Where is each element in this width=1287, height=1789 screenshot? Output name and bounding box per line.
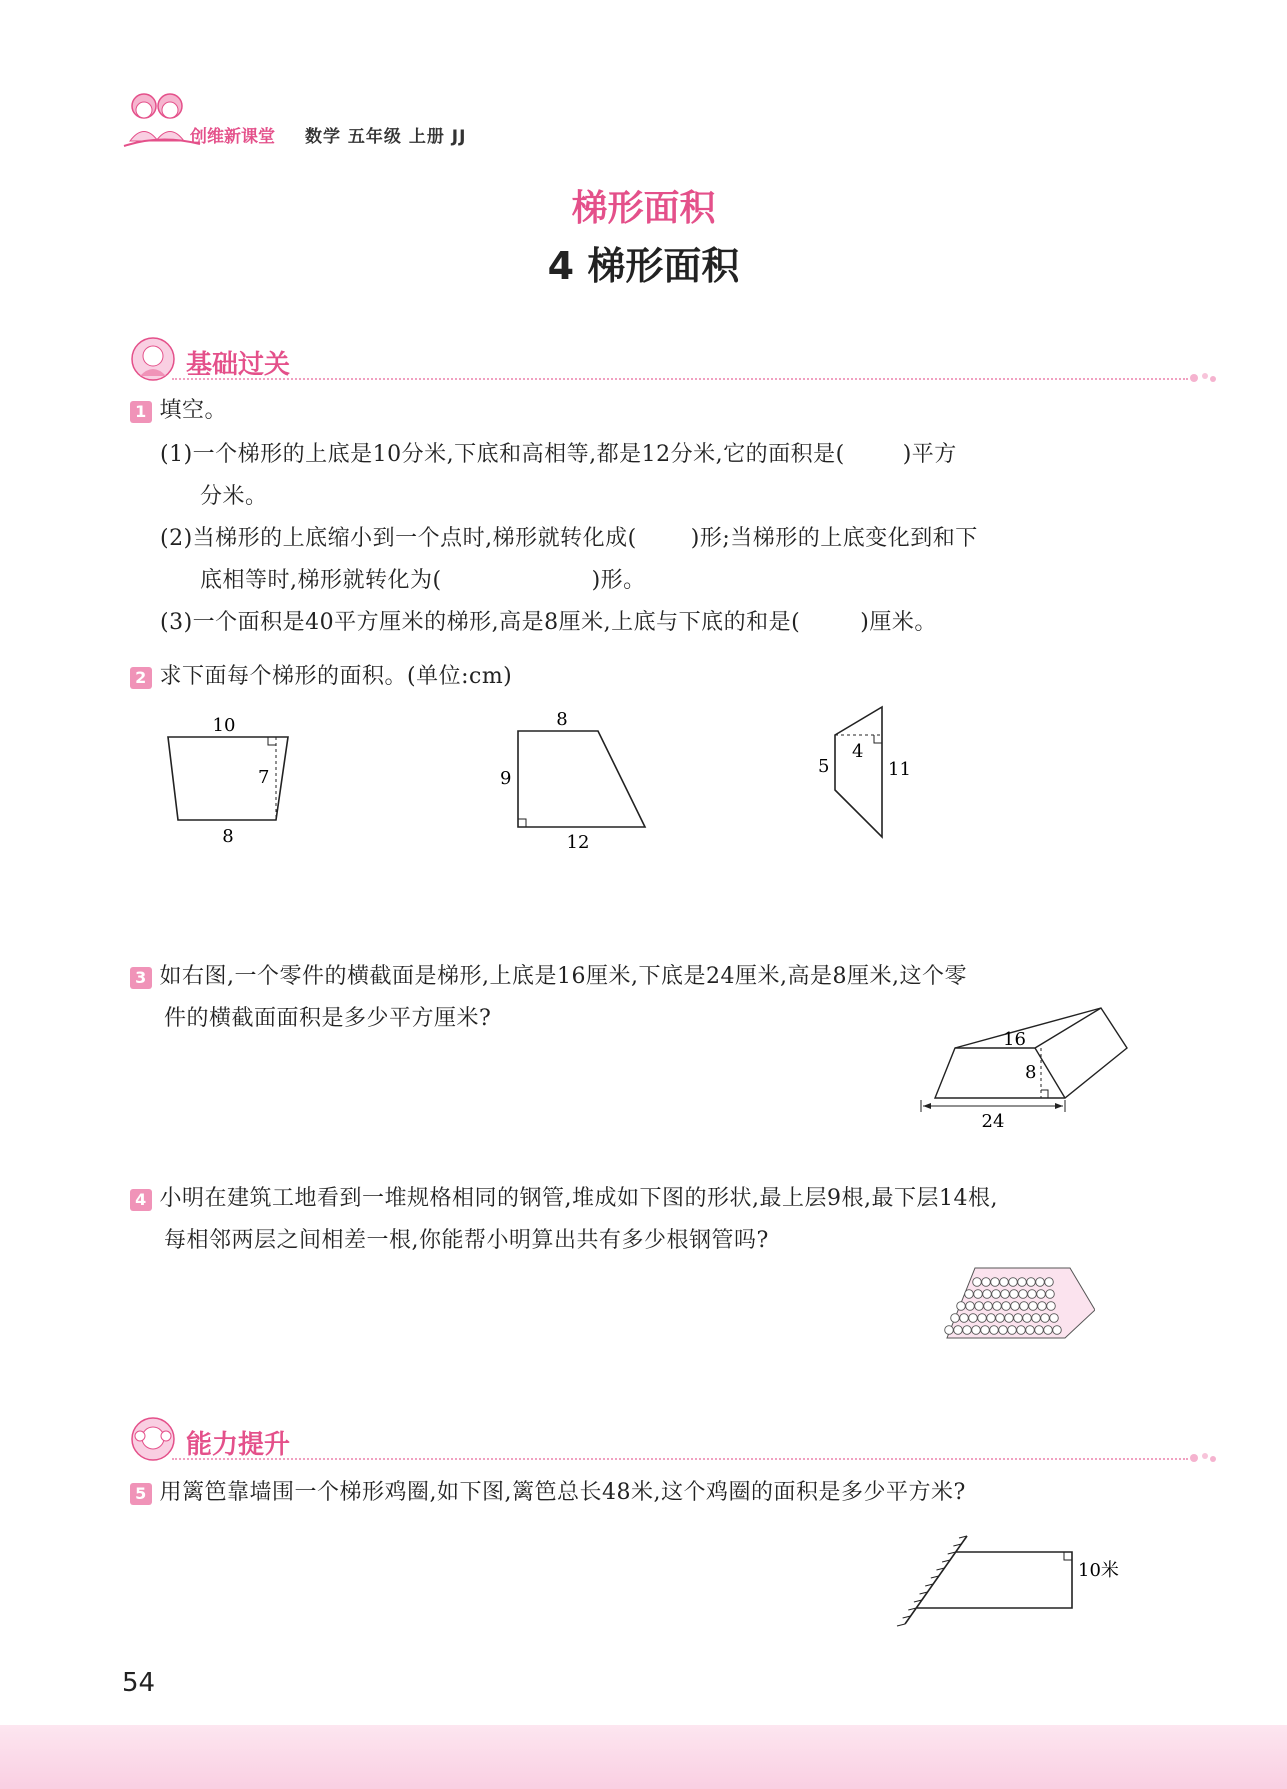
label-left: 5 — [818, 756, 830, 777]
pipe-end — [1011, 1302, 1020, 1311]
wall-line — [905, 1536, 967, 1624]
question-number: 1 — [130, 401, 152, 423]
pipe-end — [984, 1302, 993, 1311]
pipe-end — [1001, 1290, 1010, 1299]
pipe-end — [978, 1314, 987, 1323]
question-line: 如右图,一个零件的横截面是梯形,上底是16厘米,下底是24厘米,高是8厘米,这个零 — [159, 964, 967, 989]
pipe-end — [982, 1278, 991, 1287]
question-number: 5 — [130, 1483, 152, 1505]
girl-mascot-icon — [130, 336, 176, 382]
wall-hatching — [897, 1536, 967, 1626]
pipe-end — [992, 1290, 1001, 1299]
pipe-end — [990, 1326, 999, 1335]
question-4 — [130, 1178, 1130, 1220]
fence-outline — [917, 1552, 1072, 1608]
pipe-end — [969, 1314, 978, 1323]
part-text: (3)一个面积是40平方厘米的梯形,高是8厘米,上底与下底的和是( — [160, 610, 801, 635]
pipe-end — [993, 1302, 1002, 1311]
pipe-end — [1018, 1278, 1027, 1287]
question-line: 小明在建筑工地看到一堆规格相同的钢管,堆成如下图的形状,最上层9根,最下层14根, — [159, 1186, 998, 1211]
label-bottom: 12 — [566, 832, 590, 853]
label-top: 16 — [1003, 1029, 1026, 1050]
right-angle-mark — [874, 735, 882, 743]
label-height: 7 — [258, 767, 270, 788]
trapezoid-figure-1 — [150, 705, 310, 855]
right-angle-mark — [1064, 1552, 1072, 1560]
book-subject: 数学 五年级 上册 JJ — [305, 127, 467, 147]
part-outline — [935, 1008, 1127, 1098]
question-3 — [130, 956, 1130, 998]
right-angle-mark — [518, 819, 526, 827]
pipe-end — [972, 1326, 981, 1335]
section-title: 基础过关 — [186, 350, 291, 380]
trapezoid-shape — [168, 737, 288, 820]
monkey-mascot-icon — [130, 1416, 176, 1462]
pipe-end — [1014, 1314, 1023, 1323]
pipe-end — [1050, 1314, 1059, 1323]
question-2 — [130, 656, 512, 698]
pipe-end — [996, 1314, 1005, 1323]
pipe-end — [1041, 1314, 1050, 1323]
pipe-end — [975, 1302, 984, 1311]
part-cross-section-figure — [915, 1000, 1135, 1130]
pipe-end — [1010, 1290, 1019, 1299]
question-number: 4 — [130, 1189, 152, 1211]
question-stem: 填空。 — [159, 398, 228, 423]
chapter-title: 4 梯形面积 — [547, 244, 740, 288]
label-height: 4 — [852, 741, 864, 762]
part-text: )形。 — [591, 568, 646, 593]
pipe-end — [1005, 1314, 1014, 1323]
pipe-end — [1019, 1290, 1028, 1299]
part-text: (2)当梯形的上底缩小到一个点时,梯形就转化成( — [160, 526, 637, 551]
hatch-mark — [897, 1624, 905, 1626]
pipe-end — [1047, 1302, 1056, 1311]
label-bottom: 8 — [222, 826, 234, 847]
question-1 — [130, 390, 227, 432]
label-top: 8 — [556, 709, 568, 730]
part-text: )形;当梯形的上底变化到和下 — [690, 526, 978, 551]
question-number: 2 — [130, 667, 152, 689]
page-number: 54 — [122, 1668, 156, 1698]
right-angle-mark — [1041, 1090, 1048, 1098]
chicken-coop-figure — [895, 1520, 1135, 1630]
question-5 — [130, 1472, 1130, 1514]
arrow-head — [1055, 1103, 1063, 1109]
trapezoid-figure-3 — [810, 695, 920, 845]
arrow-head — [923, 1103, 931, 1109]
pipe-end — [974, 1290, 983, 1299]
label-right: 11 — [888, 759, 911, 780]
brand-name: 创维新课堂 — [190, 127, 275, 147]
pipe-end — [987, 1314, 996, 1323]
pipe-end — [1053, 1326, 1062, 1335]
pipe-end — [981, 1326, 990, 1335]
pipe-end — [991, 1278, 1000, 1287]
pipe-end — [945, 1326, 954, 1335]
question-number: 3 — [130, 967, 152, 989]
label-height: 9 — [500, 768, 512, 789]
pipe-end — [973, 1278, 982, 1287]
section-divider — [172, 378, 1188, 380]
question-stem: 求下面每个梯形的面积。(单位:cm) — [159, 664, 513, 689]
pipe-end — [1026, 1326, 1035, 1335]
pipe-end — [1017, 1326, 1026, 1335]
section-divider — [172, 1458, 1188, 1460]
pipe-end — [1028, 1290, 1037, 1299]
label-bottom: 24 — [981, 1111, 1005, 1130]
question-1-part-2 — [160, 518, 1160, 560]
trapezoid-shape — [518, 731, 645, 827]
pipe-end — [1023, 1314, 1032, 1323]
chapter-subtitle: 梯形面积 — [571, 188, 716, 229]
part-text: 底相等时,梯形就转化为( — [200, 568, 442, 593]
dots-decoration-icon — [1188, 370, 1218, 386]
section-advanced — [130, 1416, 1230, 1466]
pipe-end — [1027, 1278, 1036, 1287]
pipe-end — [1038, 1302, 1047, 1311]
pipe-end — [966, 1302, 975, 1311]
pipe-end — [951, 1314, 960, 1323]
question-1-part-3 — [160, 602, 1160, 644]
pipe-end — [983, 1290, 992, 1299]
question-1-part-1-cont: 分米。 — [200, 484, 268, 509]
pipe-end — [960, 1314, 969, 1323]
pipe-end — [1000, 1278, 1009, 1287]
right-angle-mark — [268, 737, 276, 745]
pipe-end — [1008, 1326, 1017, 1335]
label-top: 10 — [212, 715, 236, 736]
section-basic — [130, 336, 1230, 386]
page-header — [120, 80, 680, 150]
pipe-end — [999, 1326, 1008, 1335]
label-height: 10米 — [1078, 1560, 1119, 1581]
part-text: )平方 — [902, 442, 957, 467]
part-edge — [1035, 1048, 1065, 1098]
dots-decoration-icon — [1188, 1450, 1218, 1466]
trapezoid-shape — [835, 707, 882, 837]
footer-band — [0, 1725, 1287, 1789]
pipe-end — [963, 1326, 972, 1335]
pipe-end — [957, 1302, 966, 1311]
section-title: 能力提升 — [186, 1430, 291, 1460]
question-1-part-2-cont — [200, 560, 1100, 602]
label-height: 8 — [1025, 1062, 1037, 1083]
trapezoid-figure-2 — [490, 705, 660, 855]
question-line: 用篱笆靠墙围一个梯形鸡圈,如下图,篱笆总长48米,这个鸡圈的面积是多少平方米? — [159, 1480, 966, 1505]
pipe-end — [1032, 1314, 1041, 1323]
pipe-end — [1046, 1290, 1055, 1299]
pipe-end — [1009, 1278, 1018, 1287]
pipe-end — [1044, 1326, 1053, 1335]
part-text: (1)一个梯形的上底是10分米,下底和高相等,都是12分米,它的面积是( — [160, 442, 845, 467]
pipe-end — [1045, 1278, 1054, 1287]
pipe-end — [1035, 1326, 1044, 1335]
question-3-cont: 件的横截面面积是多少平方厘米? — [164, 1006, 492, 1031]
pipe-end — [954, 1326, 963, 1335]
pipe-end — [1002, 1302, 1011, 1311]
pipe-end — [965, 1290, 974, 1299]
question-4-cont: 每相邻两层之间相差一根,你能帮小明算出共有多少根钢管吗? — [164, 1228, 769, 1253]
pipe-end — [1037, 1290, 1046, 1299]
question-1-part-1 — [160, 434, 1160, 476]
pipe-end — [1029, 1302, 1038, 1311]
part-text: )厘米。 — [860, 610, 937, 635]
pipe-end — [1036, 1278, 1045, 1287]
steel-pipe-stack-image — [935, 1260, 1095, 1350]
pipe-end — [1020, 1302, 1029, 1311]
